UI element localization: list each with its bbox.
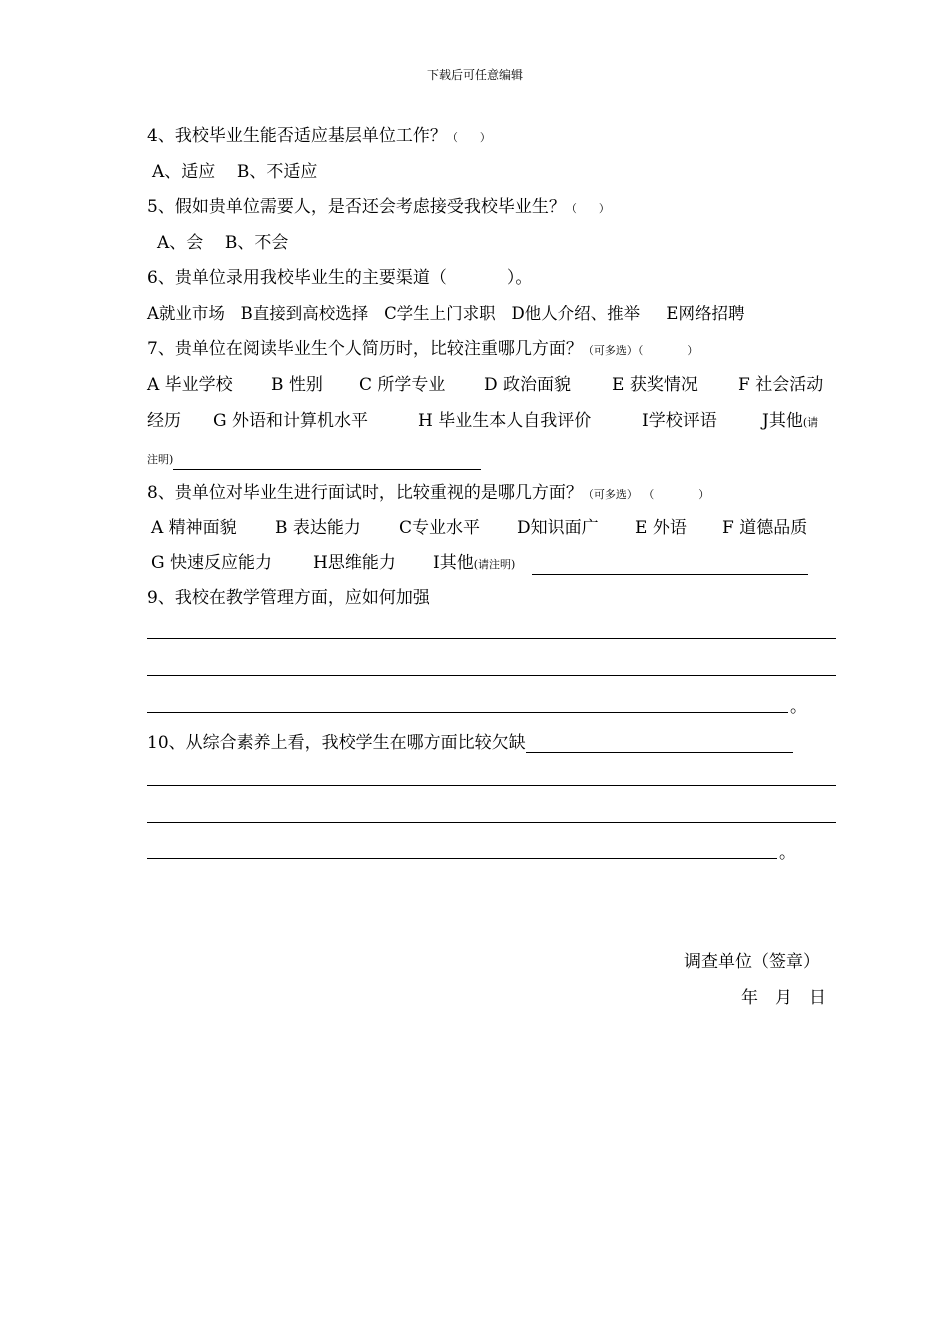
option[interactable]: B、不适应 xyxy=(236,162,318,182)
question-6 xyxy=(147,268,532,288)
option[interactable]: A、会 xyxy=(157,233,204,253)
option[interactable]: A 精神面貌 xyxy=(151,518,237,538)
option[interactable]: D 政治面貌 xyxy=(484,375,572,395)
option[interactable]: G 快速反应能力 xyxy=(151,553,272,573)
question-5-answer-paren[interactable]: （ ） xyxy=(565,202,610,215)
question-7-options-row1 xyxy=(147,375,823,395)
answer-line[interactable] xyxy=(147,712,788,713)
question-7 xyxy=(147,339,698,361)
question-8-options-row1 xyxy=(151,518,807,538)
question-8 xyxy=(147,483,709,505)
option[interactable]: F 道德品质 xyxy=(722,518,808,538)
question-4-text: 4、我校毕业生能否适应基层单位工作？ xyxy=(147,126,447,146)
date-line: 年 月 日 xyxy=(741,988,826,1008)
question-7-note2: (请 xyxy=(802,416,819,429)
option[interactable]: B 表达能力 xyxy=(275,518,361,538)
question-10-end-mark: 。 xyxy=(779,843,796,863)
question-7-note2-cont: 注明) xyxy=(147,453,174,466)
question-4-options xyxy=(152,162,317,182)
question-10-answer-blank[interactable] xyxy=(526,734,793,753)
option[interactable]: E网络招聘 xyxy=(666,304,745,323)
answer-line[interactable] xyxy=(147,858,777,859)
option[interactable]: B直接到高校选择 xyxy=(240,304,369,323)
question-9-end-mark: 。 xyxy=(790,697,807,717)
page-header: 下载后可任意编辑 xyxy=(426,68,523,82)
survey-unit-stamp: 调查单位（签章） xyxy=(684,952,820,972)
option[interactable]: J其他 xyxy=(762,411,803,431)
question-6-close: ）。 xyxy=(506,268,533,288)
question-4 xyxy=(147,126,491,148)
question-7-answer-paren[interactable]: （ ） xyxy=(637,344,699,357)
option[interactable]: I其他 xyxy=(433,553,474,573)
answer-line[interactable] xyxy=(147,638,836,639)
option[interactable]: C专业水平 xyxy=(399,518,481,538)
question-8-options-row2 xyxy=(151,553,808,575)
question-5-options xyxy=(157,233,288,253)
question-6-text: 6、贵单位录用我校毕业生的主要渠道（ xyxy=(147,268,447,288)
option-continued: 经历 xyxy=(147,411,181,431)
question-10 xyxy=(147,733,793,753)
option[interactable]: D知识面广 xyxy=(517,518,599,538)
question-8-note: （可多选） xyxy=(582,488,638,501)
option[interactable]: H 毕业生本人自我评价 xyxy=(418,411,592,431)
answer-line[interactable] xyxy=(147,785,836,786)
option[interactable]: H思维能力 xyxy=(313,553,396,573)
answer-line[interactable] xyxy=(147,675,836,676)
question-8-other-blank[interactable] xyxy=(532,556,808,575)
option[interactable]: A 毕业学校 xyxy=(147,375,233,395)
option[interactable]: B 性别 xyxy=(271,375,323,395)
question-10-text: 10、从综合素养上看，我校学生在哪方面比较欠缺 xyxy=(147,733,526,753)
option[interactable]: I学校评语 xyxy=(642,411,717,431)
option[interactable]: C学生上门求职 xyxy=(384,304,496,323)
option[interactable]: G 外语和计算机水平 xyxy=(213,411,368,431)
option[interactable]: E 获奖情况 xyxy=(612,375,698,395)
question-7-text: 7、贵单位在阅读毕业生个人简历时，比较注重哪几方面？ xyxy=(147,339,583,359)
option[interactable]: B、不会 xyxy=(224,233,289,253)
question-7-options-row2 xyxy=(147,411,818,433)
question-5-text: 5、假如贵单位需要人，是否还会考虑接受我校毕业生？ xyxy=(147,197,566,217)
question-7-other-line xyxy=(147,448,481,470)
question-7-other-blank[interactable] xyxy=(173,451,481,470)
question-9: 9、我校在教学管理方面，应如何加强 xyxy=(147,588,430,608)
option[interactable]: C 所学专业 xyxy=(359,375,446,395)
question-5 xyxy=(147,197,610,219)
option[interactable]: A就业市场 xyxy=(147,304,225,323)
answer-line[interactable] xyxy=(147,822,836,823)
option[interactable]: F 社会活动 xyxy=(738,375,824,395)
question-8-note2: (请注明) xyxy=(473,558,516,571)
question-6-options xyxy=(147,304,744,324)
question-7-note: （可多选） xyxy=(582,344,638,357)
question-8-text: 8、贵单位对毕业生进行面试时，比较重视的是哪几方面？ xyxy=(147,483,583,503)
option[interactable]: A、适应 xyxy=(152,162,216,182)
question-8-answer-paren[interactable]: （ ） xyxy=(643,488,710,501)
option[interactable]: D他人介绍、推举 xyxy=(511,304,641,323)
question-4-answer-paren[interactable]: （ ） xyxy=(446,131,491,144)
option[interactable]: E 外语 xyxy=(635,518,687,538)
